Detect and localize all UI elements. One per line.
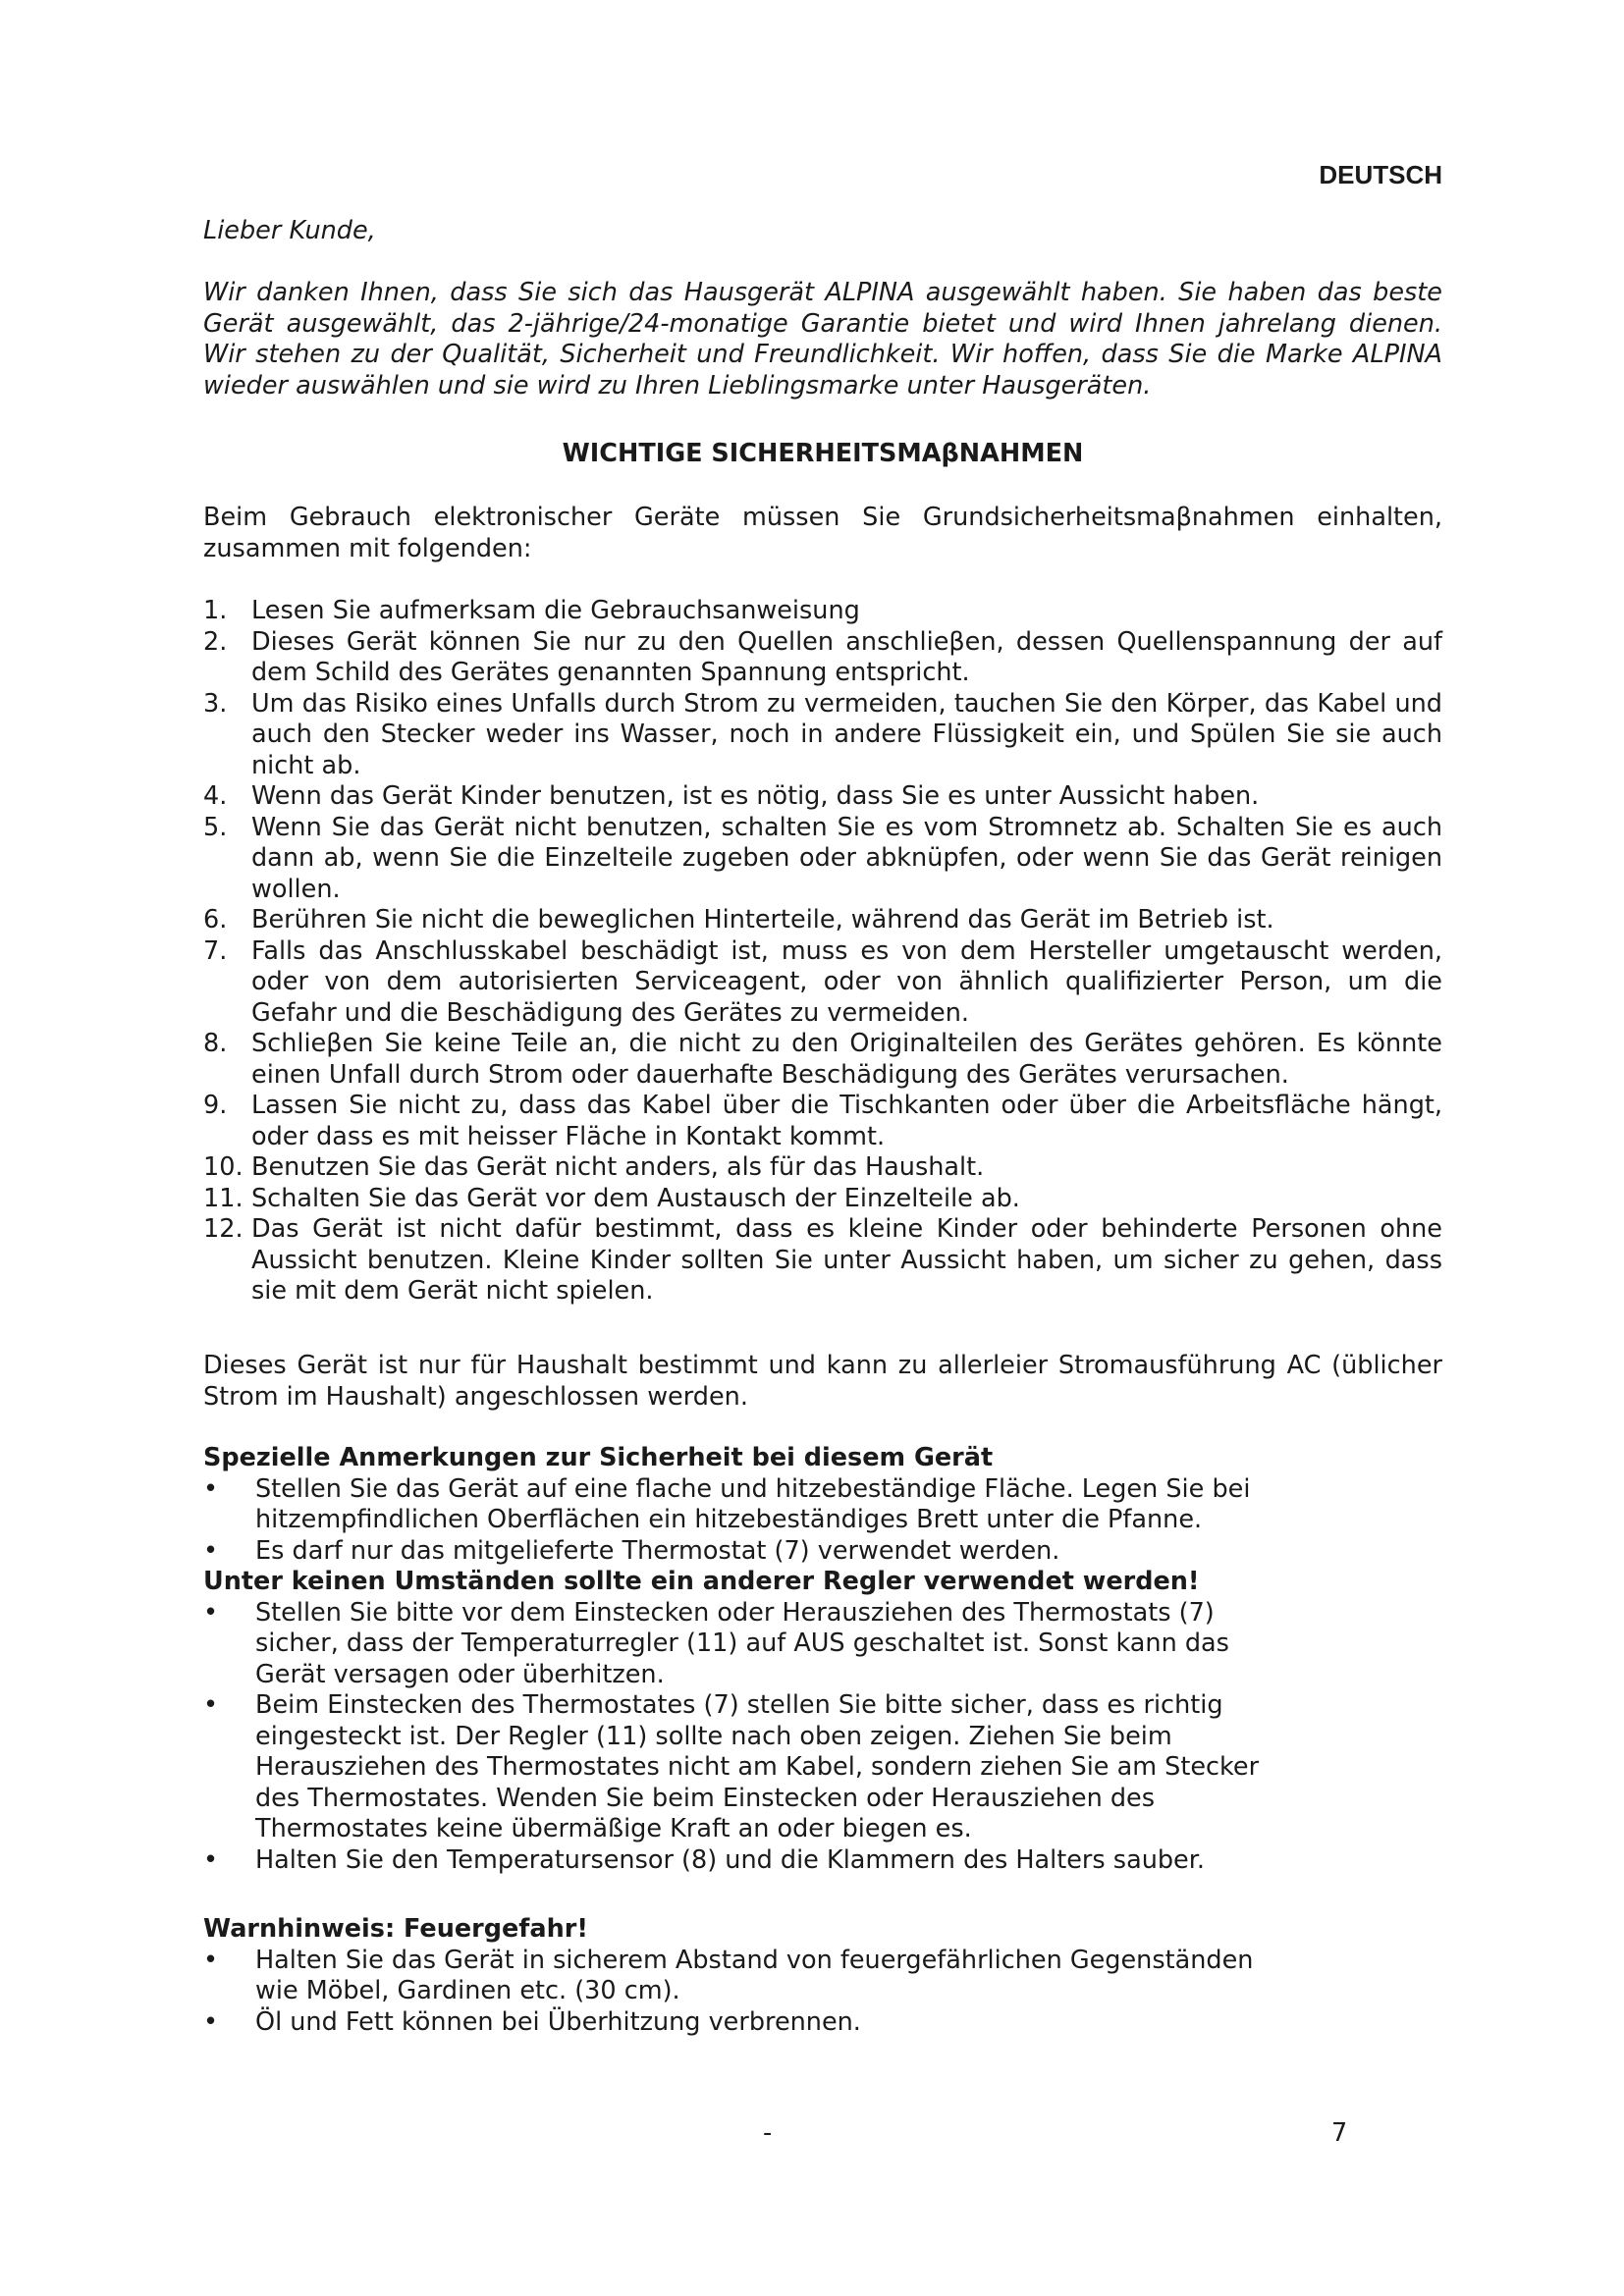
list-number: 3. [203,688,228,719]
bullet-icon: • [203,1535,219,1566]
list-text: Schlieβen Sie keine Teile an, die nicht zu den Originalteilen des Gerätes gehören. Es könnte einen Unfall durch Strom oder dauerhafte Beschädigung des Gerätes verursachen. [251,1029,1442,1090]
list-text: Falls das Anschlusskabel beschädigt ist, muss es von dem Hersteller umgetauscht werden, oder von dem autorisierten Serviceagent, oder von ähnlich qualifizierter Person, um die Gefahr und die Beschädigung des Gerätes zu vermeiden. [251,935,1442,1028]
list-text: Lassen Sie nicht zu, dass das Kabel über die Tischkanten oder über die Arbeitsfläche hängt, oder dass es mit heisser Fläche in Kontakt kommt. [251,1091,1442,1151]
language-label: DEUTSCH [1319,160,1442,189]
list-item [203,813,1442,906]
list-item [203,1152,1442,1184]
list-text: Öl und Fett können bei Überhitzung verbrennen. [255,2006,861,2037]
list-item [203,936,1442,1030]
list-text: Wenn das Gerät Kinder benutzen, ist es nötig, dass Sie es unter Aussicht haben. [251,781,1260,811]
list-text: Schalten Sie das Gerät vor dem Austausch der Einzelteile ab. [251,1183,1020,1213]
list-item [203,1690,1286,1845]
list-number: 6. [203,905,228,934]
bullet-icon: • [203,1690,219,1720]
list-number: 9. [203,1091,228,1120]
list-text: Benutzen Sie das Gerät nicht anders, als für das Haushalt. [251,1152,985,1182]
list-text: Beim Einstecken des Thermostates (7) stellen Sie bitte sicher, dass es richtig eingesteckt ist. Der Regler (11) sollte nach oben zeigen. Ziehen Sie beim Herausziehen des Thermostates nicht am Kabel, sondern ziehen Sie am Stecker des Thermostates. Wenden Sie beim Einstecken oder Herausziehen des Thermostates keine übermäßige Kraft an oder biegen es. [255,1690,1260,1843]
list-item [203,1091,1442,1152]
list-item [203,1536,1286,1568]
special-bold-note: Unter keinen Umständen sollte ein anderer Regler verwendet werden! [203,1567,1200,1596]
list-item [203,1845,1286,1877]
bullet-icon: • [203,2006,219,2037]
list-item [203,1214,1442,1308]
safety-lead: Beim Gebrauch elektronischer Geräte müssen Sie Grundsicherheitsmaβnahmen einhalten, zusammen mit folgenden: [203,503,1442,563]
list-text: Lesen Sie aufmerksam die Gebrauchsanweisung [251,596,860,625]
list-text: Stellen Sie bitte vor dem Einstecken oder Herausziehen des Thermostats (7) sicher, dass der Temperaturregler (11) auf AUS geschaltet ist. Sonst kann das Gerät versagen oder überhitzen. [255,1597,1229,1689]
bullet-icon: • [203,1473,219,1504]
warning-heading: Warnhinweis: Feuergefahr! [203,1914,588,1944]
greeting: Lieber Kunde, [203,216,376,245]
list-number: 12. [203,1214,244,1244]
list-text: Das Gerät ist nicht dafür bestimmt, dass es kleine Kinder oder behinderte Personen ohne Aussicht benutzen. Kleine Kinder sollten Sie unter Aussicht haben, um sicher zu gehen, dass sie mit dem Gerät nicht spielen. [251,1214,1442,1306]
list-text: Halten Sie den Temperatursensor (8) und die Klammern des Halters sauber. [255,1844,1205,1875]
list-number: 10. [203,1152,244,1182]
list-item [203,1029,1442,1091]
list-text: Stellen Sie das Gerät auf eine flache und hitzebeständige Fläche. Legen Sie bei hitzempfindlichen Oberflächen ein hitzebeständiges Brett unter die Pfanne. [255,1473,1251,1534]
list-number: 11. [203,1183,244,1213]
list-number: 5. [203,812,228,842]
list-text: Um das Risiko eines Unfalls durch Strom zu vermeiden, tauchen Sie den Körper, das Kabel und auch den Stecker weder ins Wasser, noch in andere Flüssigkeit ein, und Spülen Sie sie auch nicht ab. [251,688,1442,780]
list-number: 1. [203,596,228,625]
list-text: Es darf nur das mitgelieferte Thermostat (7) verwendet werden. [255,1535,1060,1566]
bullet-icon: • [203,1844,219,1875]
special-notes-section [203,1443,1442,1876]
list-text: Dieses Gerät können Sie nur zu den Quellen anschlieβen, dessen Quellenspannung der auf dem Schild des Gerätes genannten Spannung entspricht. [251,626,1442,687]
bullet-icon: • [203,1597,219,1628]
special-bullets-b [203,1598,1442,1877]
list-item [203,627,1442,689]
list-number: 7. [203,935,228,966]
list-text: Halten Sie das Gerät in sicherem Abstand von feuergefährlichen Gegenständen wie Möbel, Gardinen etc. (30 cm). [255,1945,1254,2005]
special-bullets-a [203,1474,1442,1568]
list-item [203,689,1442,782]
bullet-icon: • [203,1945,219,1975]
list-item [203,1598,1286,1691]
list-item [203,781,1442,813]
list-number: 8. [203,1029,228,1058]
list-text: Wenn Sie das Gerät nicht benutzen, schalten Sie es vom Stromnetz ab. Schalten Sie es auch dann ab, wenn Sie die Einzelteile zugeben oder abknüpfen, oder wenn Sie das Gerät reinigen wollen. [251,812,1442,904]
list-number: 2. [203,626,228,657]
list-text: Berühren Sie nicht die beweglichen Hinterteile, während das Gerät im Betrieb ist. [251,905,1274,934]
warning-bullets [203,1946,1442,2039]
list-item [203,1184,1442,1215]
page-number: 7 [1331,2118,1348,2148]
household-note: Dieses Gerät ist nur für Haushalt bestimmt und kann zu allerleier Stromausführung AC (üblicher Strom im Haushalt) angeschlossen werden. [203,1351,1442,1412]
list-item [203,905,1442,936]
intro-paragraph: Wir danken Ihnen, dass Sie sich das Hausgerät ALPINA ausgewählt haben. Sie haben das beste Gerät ausgewählt, das 2-jährige/24-monatige Garantie bietet und wird Ihnen jahrelang dienen. Wir stehen zu der Qualität, Sicherheit und Freundlichkeit. Wir hoffen, dass Sie die Marke ALPINA wieder auswählen und sie wird zu Ihren Lieblingsmarke unter Hausgeräten. [203,278,1442,400]
footer-dash: - [763,2118,773,2148]
special-heading: Spezielle Anmerkungen zur Sicherheit bei diesem Gerät [203,1443,994,1472]
safety-list [203,596,1442,1308]
safety-title: WICHTIGE SICHERHEITSMAβNAHMEN [562,439,1084,468]
list-number: 4. [203,781,228,811]
list-item [203,1474,1286,1536]
list-item [203,2007,1286,2039]
manual-page [203,0,1442,2296]
list-item [203,1946,1286,2007]
fire-warning-section [203,1914,1442,2038]
list-item [203,596,1442,627]
